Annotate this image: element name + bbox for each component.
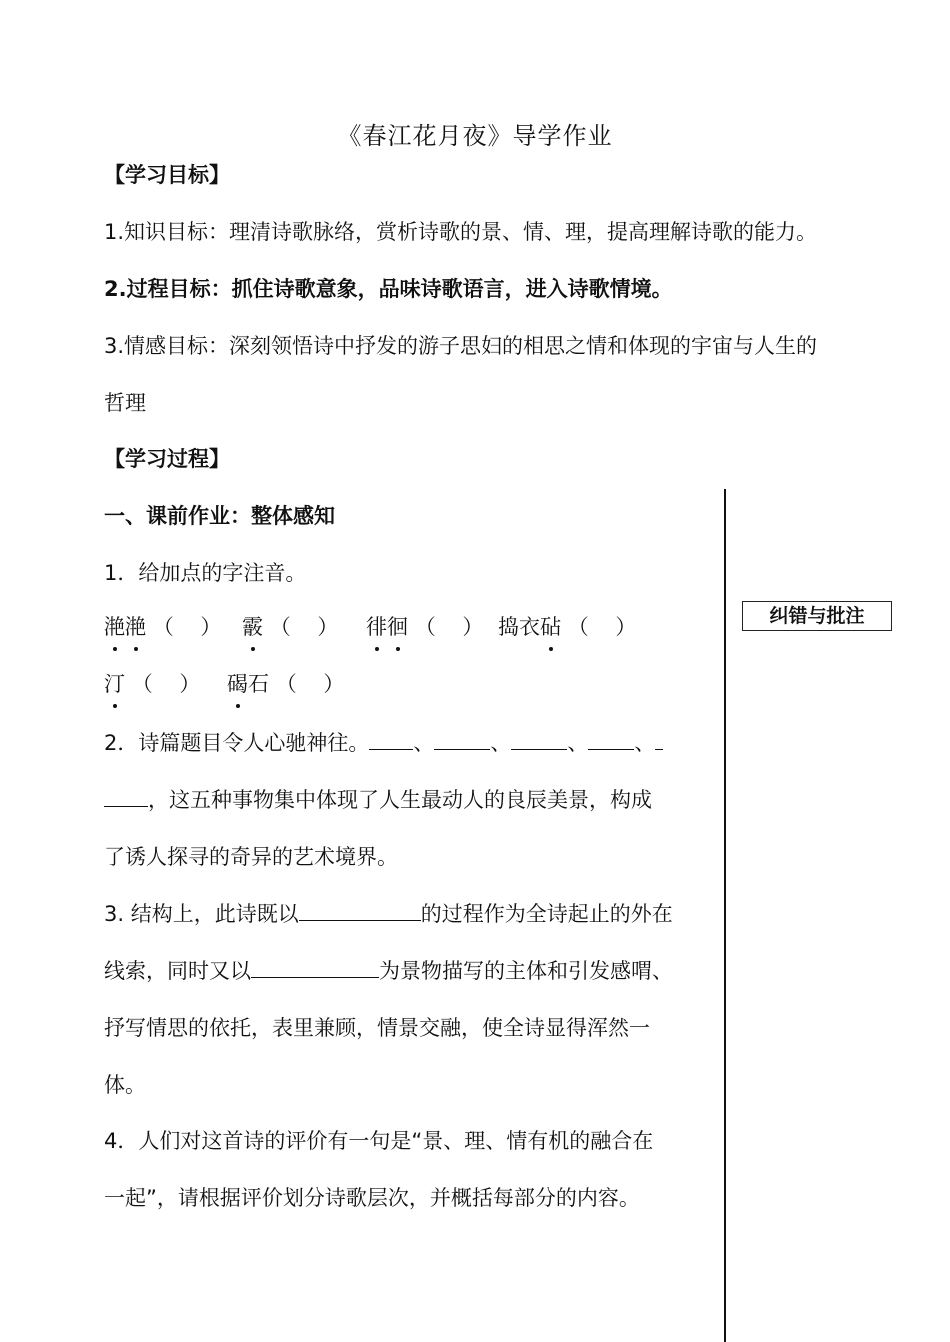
q3-text: 为景物描写的主体和引发感喟、 bbox=[379, 959, 673, 983]
word: 石 bbox=[248, 672, 269, 696]
question-3-line-2 bbox=[104, 956, 673, 986]
separator: 、 bbox=[490, 731, 512, 755]
fill-blank[interactable] bbox=[511, 729, 567, 750]
pinyin-item bbox=[104, 612, 221, 642]
q3-prefix: 3. 结构上，此诗既以 bbox=[104, 902, 299, 926]
pinyin-item bbox=[366, 612, 483, 642]
dotted-word: 霰 bbox=[242, 612, 263, 642]
separator: 、 bbox=[413, 731, 435, 755]
question-3-line-3: 抒写情思的依托，表里兼顾，情景交融，使全诗显得浑然一 bbox=[104, 1016, 650, 1040]
dotted-word: 汀 bbox=[104, 669, 125, 699]
goal-emotion-cont: 哲理 bbox=[104, 391, 146, 415]
pinyin-item bbox=[242, 612, 338, 642]
dotted-char: 碣 bbox=[227, 669, 248, 699]
goals-heading: 【学习目标】 bbox=[104, 163, 230, 187]
separator: 、 bbox=[634, 731, 656, 755]
dotted-char: 滟 bbox=[104, 612, 125, 642]
dotted-word bbox=[104, 615, 146, 639]
q2-prefix: 2．诗篇题目令人心驰神往。 bbox=[104, 731, 370, 755]
goal-emotion: 3.情感目标：深刻领悟诗中抒发的游子思妇的相思之情和体现的宇宙与人生的 bbox=[104, 334, 818, 358]
goal-process: 2.过程目标：抓住诗歌意象，品味诗歌语言，进入诗歌情境。 bbox=[104, 277, 673, 301]
q3-text: 的过程作为全诗起止的外在 bbox=[420, 902, 673, 926]
dotted-char: 砧 bbox=[540, 612, 561, 642]
process-heading: 【学习过程】 bbox=[104, 447, 230, 471]
separator: 、 bbox=[567, 731, 589, 755]
question-4-line-1: 4．人们对这首诗的评价有一句是“景、理、情有机的融合在 bbox=[104, 1129, 654, 1153]
page-title: 《春江花月夜》导学作业 bbox=[337, 122, 613, 150]
fill-blank[interactable] bbox=[299, 900, 421, 921]
question-1: 1．给加点的字注音。 bbox=[104, 561, 307, 585]
dotted-char: 徊 bbox=[387, 612, 408, 642]
question-3-line-4: 体。 bbox=[104, 1073, 146, 1097]
dotted-char: 徘 bbox=[366, 612, 387, 642]
answer-paren[interactable]: （ ） bbox=[152, 615, 222, 639]
q2-text: ，这五种事物集中体现了人生最动人的良辰美景，构成 bbox=[148, 788, 652, 812]
dotted-word bbox=[366, 615, 408, 639]
fill-blank[interactable] bbox=[655, 729, 663, 750]
dotted-char: 滟 bbox=[125, 612, 146, 642]
answer-paren[interactable]: （ ） bbox=[567, 615, 637, 639]
question-2-line-1 bbox=[104, 728, 663, 758]
goal-knowledge: 1.知识目标：理清诗歌脉络，赏析诗歌的景、情、理，提高理解诗歌的能力。 bbox=[104, 220, 818, 244]
pinyin-item bbox=[104, 669, 200, 699]
question-2-line-3: 了诱人探寻的奇异的艺术境界。 bbox=[104, 845, 398, 869]
pinyin-item bbox=[498, 612, 636, 642]
fill-blank[interactable] bbox=[251, 957, 379, 978]
q3-prefix: 线索，同时又以 bbox=[104, 959, 251, 983]
word: 捣衣 bbox=[498, 615, 540, 639]
pinyin-item bbox=[227, 669, 344, 699]
fill-blank[interactable] bbox=[588, 729, 634, 750]
question-3-line-1 bbox=[104, 899, 673, 929]
question-2-line-2 bbox=[104, 785, 652, 815]
answer-paren[interactable]: （ ） bbox=[275, 672, 345, 696]
answer-paren[interactable]: （ ） bbox=[269, 615, 339, 639]
column-divider bbox=[724, 489, 726, 1342]
fill-blank[interactable] bbox=[104, 786, 148, 807]
correction-notes-label: 纠错与批注 bbox=[742, 601, 892, 631]
answer-paren[interactable]: （ ） bbox=[131, 672, 201, 696]
question-4-line-2: 一起”，请根据评价划分诗歌层次，并概括每部分的内容。 bbox=[104, 1186, 640, 1210]
fill-blank[interactable] bbox=[434, 729, 490, 750]
answer-paren[interactable]: （ ） bbox=[414, 615, 484, 639]
section-1-heading: 一、课前作业：整体感知 bbox=[104, 504, 335, 528]
fill-blank[interactable] bbox=[369, 729, 413, 750]
